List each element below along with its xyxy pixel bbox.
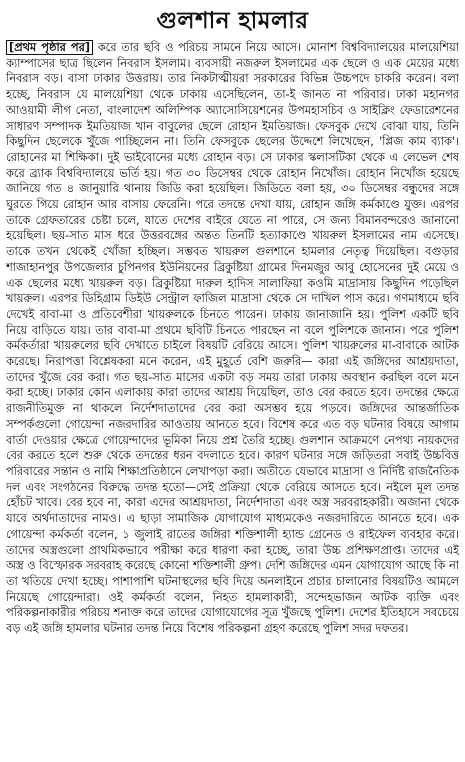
article-text: করে তার ছবি ও পরিচয় সামনে নিয়ে আসে। মোনাশ বিশ্ববিদ্যালয়ের মালয়েশিয়া ক্যাম্পাসের ছাত্র ছিলেন নিবরাস ইসলাম। ব্যবসায়ী নজরুল ইসলামের এক ছেলে ও এক মেয়ের মধ্যে নিবরাস বড়। বাসা ঢাকার উত্তরায়। তার নিকটাত্মীয়রা সরকারের বিভিন্ন উচ্চপদে চাকরি করেন। বলা হচ্ছে, নিবরাস যে মালয়েশিয়া থেকে ঢাকায় এসেছিলেন, তা-ই জানত না পরিবার। ঢাকা মহানগর আওয়ামী লীগ নেতা, বাংলাদেশ অলিম্পিক অ্যাসোসিয়েশনের উপমহাসচিব ও সাইক্লিং ফেডারেশনের সাধারণ সম্পাদক ইমতিয়াজ খান বাবুলের ছেলে রোহান ইমতিয়াজ। ফেসবুক দেখে বোঝা যায়, তিনি কিছুদিন ছেলেকে খুঁজে পাচ্ছিলেন না। তিনি ফেসবুকে ছেলের উদ্দেশে লিখেছেন, 'প্লিজ কাম ব্যাক'। রোহানের মা শিক্ষিকা। দুই ভাইবোনের মধ্যে রোহান বড়। সে ঢাকার স্কলাসটিকা থেকে এ লেভেল শেষ করে ব্র্যাক বিশ্ববিদ্যালয়ে ভর্তি হয়। গত ৩০ ডিসেম্বর থেকে রোহান নিখোঁজ। রোহান নিখোঁজ হয়েছে জানিয়ে গত ৪ জানুয়ারি থানায় জিডি করা হয়েছিল। জিডিতে বলা হয়, ৩০ ডিসেম্বর বন্ধুদের সঙ্গে ঘুরতে গিয়ে রোহান আর বাসায় ফেরেনি। পরে তদন্তে দেখা যায়, রোহান জঙ্গি কর্মকাণ্ডে যুক্ত। এরপর তাকে গ্রেফতারের চেষ্টা চলে, যাতে দেশের বাইরে যেতে না পারে, সে জন্য বিমানবন্দরেও জানানো হয়েছিল। ছয়-সাত মাস ধরে উত্তরবঙ্গের অন্তত তিনটি হত্যাকাণ্ডে খায়রুল ইসলামের নাম এসেছে। তাকে তখন থেকেই খোঁজা হচ্ছিল। সম্ভবত খায়রুল গুলশানে হামলার নেতৃত্ব দিয়েছিল। বগুড়ার শাজাহানপুর উপজেলার চুপিনগর ইউনিয়নের ব্রিকুষ্টিয়া গ্রামের দিনমজুর আবু হোসেনের দুই মেয়ে ও এক ছেলের মধ্যে খায়রুল বড়। ব্রিকুষ্টিয়া দারুল হাদিস সালাফিয়া কওমি মাদ্রাসায় কিছুদিন পড়েছিল খায়রুল। এরপর ডিহিগ্রাম ডিইউ সেন্ট্রাল ফাজিল মাদ্রাসা থেকে সে দাখিল পাস করে। গণমাধ্যমে ছবি দেখেই বাবা-মা ও প্রতিবেশীরা খায়রুলকে চিনতে পারেন। ঢাকায় জানাজানি হয়। পুলিশ একটি ছবি নিয়ে বাড়িতে যায়। তার বাবা-মা প্রথমে ছবিটি চিনতে পারছেন না বলে পুলিশকে জানান। পরে পুলিশ কর্মকর্তারা খায়রুলের ছবি দেখাতে চাইলে বিষয়টি বেরিয়ে আসে। পুলিশ খায়রুলের মা-বাবাকে আটক করেছে। নিরাপত্তা বিশ্লেষকরা মনে করেন, এই মুহূর্তে বেশি জরুরি— কারা এই জঙ্গিদের আশ্রয়দাতা, তাদের খুঁজে বের করা। গত ছয়-সাত মাসের একটা বড় সময় তারা ঢাকায় অবস্থান করছিল বলে মনে করা হচ্ছে। ঢাকার কোন এলাকায় কারা তাদের আশ্রয় দিয়েছিল, তাও বের করতে হবে। তদন্তের ক্ষেত্রে রাজনীতিমুক্ত না থাকলে নির্দেশদাতাদের বের করা অসম্ভব হয়ে পড়বে। জঙ্গিদের আন্তর্জাতিক সম্পর্কগুলো গোয়েন্দা নজরদারির আওতায় আনতে হবে। বিশেষ করে এত বড় ঘটনার বিষয়ে আগাম বার্তা দেওয়ার ক্ষেত্রে গোয়েন্দাদের ভূমিকা নিয়ে প্রশ্ন তৈরি হচ্ছে। গুলশান আক্রমণে নেপথ্য নায়কদের বের করতে হলে শুরু থেকে তদন্তের ধরন বদলাতে হবে। কারণ ঘটনার সঙ্গে জড়িতরা সবাই উচ্চবিত্ত পরিবারের সন্তান ও নামি শিক্ষাপ্রতিষ্ঠানে লেখাপড়া করা। অতীতে যেভাবে মাদ্রাসা ও নির্দিষ্ট রাজনৈতিক দল এবং সংগঠনের বিরুদ্ধে তদন্ত হতো—সেই প্রক্রিয়া থেকে বেরিয়ে আসতে হবে। নইলে মূল তদন্ত হোঁচট খাবে। বের হবে না, কারা এদের আশ্রয়দাতা, নির্দেশদাতা এবং অস্ত্র সরবরাহকারী। অজানা থেকে যাবে অর্থদাতাদের নামও। এ ছাড়া সামাজিক যোগাযোগ মাধ্যমকেও নজরদারিতে আনতে হবে। এক গোয়েন্দা কর্মকর্তা বলেন, ১ জুলাই রাতের জঙ্গিরা শক্তিশালী হ্যান্ড গ্রেনেড ও রাইফেল ব্যবহার করে। তাদের অস্ত্রগুলো প্রাথমিকভাবে পরীক্ষা করে ধারণা করা হচ্ছে, তারা উচ্চ প্রশিক্ষণপ্রাপ্ত। তাদের এই অস্ত্র ও বিস্ফোরক সরবরাহ করেছে কোনো শক্তিশালী গ্রুপ। দেশি জঙ্গিদের এমন যোগাযোগ আছে কি না তা খতিয়ে দেখা হচ্ছে। পাশাপাশি ঘটনাস্থলের ছবি দিয়ে অনলাইনে প্রচার চালানোর বিষয়টিও আমলে নিয়েছে গোয়েন্দারা। ওই কর্মকর্তা বলেন, নিহত হামলাকারী, সন্দেহভাজন আটক ব্যক্তি এবং পরিকল্পনাকারীর পরিচয় শনাক্ত করে তাদের যোগাযোগের সূত্র খুঁজছে পুলিশ। দেশের ইতিহাসে সবচেয়ে বড় এই জঙ্গি হামলার ঘটনার তদন্ত নিয়ে বিশেষ পরিকল্পনা গ্রহণ করেছে পুলিশ সদর দফতর। xyxy=(6,41,459,636)
article-body xyxy=(6,40,459,758)
article-headline: গুলশান হামলার xyxy=(156,8,309,34)
continuation-tag: [প্রথম পৃষ্ঠার পর] xyxy=(6,40,93,55)
